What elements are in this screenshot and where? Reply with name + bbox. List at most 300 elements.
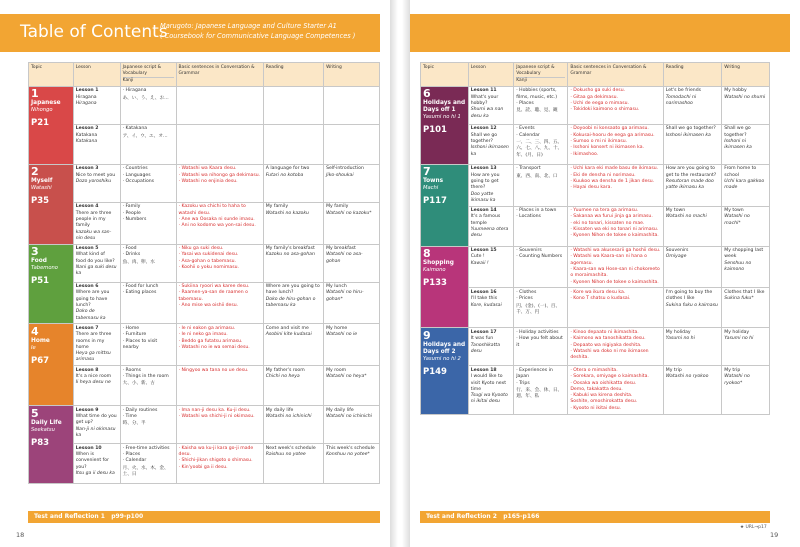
topic-name: Towns	[423, 178, 444, 185]
page-title: Table of Contents	[20, 22, 168, 42]
lesson-number: Lesson 7	[75, 325, 99, 331]
vocab-item: · Transport	[516, 166, 541, 172]
basic-sentence: · Kaara-san wa Hose-san ni chokoreeto o moraimashita.	[570, 267, 660, 279]
topic-romaji: Machi	[423, 185, 439, 192]
vocab-item: · Calendar	[122, 458, 147, 464]
lesson-title: time	[470, 386, 482, 392]
lesson-title: When is	[75, 452, 95, 458]
writing-cell	[324, 406, 380, 444]
vocab-item: · Languages	[122, 172, 151, 178]
header-lesson	[73, 63, 120, 87]
vocab-cell	[120, 282, 176, 324]
vocab-item: · Hiragana	[122, 88, 147, 94]
lesson-row	[421, 206, 770, 246]
reading-title: Come and visit me	[265, 325, 309, 331]
topic-name: Shopping	[423, 260, 454, 267]
topic-number: 3	[31, 245, 39, 259]
lesson-number: Lesson 12	[470, 126, 497, 132]
writing-cell	[722, 366, 770, 414]
basic-sentence: · Watashi wa akusesarii ga hoshii desu.	[570, 248, 661, 254]
lesson-row	[29, 86, 380, 124]
lesson-romaji: Kawaii !	[470, 260, 489, 266]
topic-name: Holidays and Days off 2	[423, 341, 466, 355]
reading-title: My family	[265, 204, 289, 210]
topic-cell[interactable]	[29, 164, 74, 244]
writing-title: My home	[326, 325, 348, 331]
lesson-title: family	[75, 223, 90, 229]
header-vocab-label: Japanese script & Vocabulary	[122, 64, 162, 76]
vocab-cell	[514, 246, 568, 288]
basic-sentence: · Koohii o yoku nomimasu.	[178, 265, 239, 271]
basic-sentence: · Ane wa Oosaka ni sunde imasu.	[178, 216, 255, 222]
writing-title: My room	[326, 367, 347, 373]
header-topic	[29, 63, 74, 87]
lesson-title: What time do you	[75, 414, 117, 420]
lesson-number: Lesson 1	[75, 88, 99, 94]
lesson-title: Where are you	[75, 290, 110, 296]
lesson-cell[interactable]	[73, 86, 120, 124]
writing-title: My lunch	[326, 284, 347, 290]
writing-cell	[722, 288, 770, 328]
header-lesson-label: Lesson	[470, 64, 486, 70]
reading-title: Next week's schedule	[265, 445, 316, 451]
lesson-romaji: Nani ga suki desu ka	[75, 265, 117, 277]
writing-cell	[324, 164, 380, 202]
reading-cell	[663, 124, 722, 164]
lesson-romaji: Kore, kudasai	[470, 302, 502, 308]
basic-sentence: · Watashi no enjinia desu.	[178, 178, 238, 184]
vocab-item: · Events	[516, 126, 535, 132]
lesson-row	[29, 244, 380, 282]
right-page	[410, 0, 800, 547]
topic-page: P117	[423, 196, 447, 207]
writing-title: This week's schedule	[326, 445, 375, 451]
left-page	[0, 0, 390, 547]
basic-sentences-cell	[568, 164, 663, 206]
kanji-list: ア、イ、ウ、エ、オ…	[122, 133, 168, 139]
lesson-number: Lesson 18	[470, 367, 497, 373]
header-vocab	[514, 63, 568, 87]
topic-number: 2	[31, 165, 39, 179]
reading-title: My daily life	[265, 407, 294, 413]
reading-romaji: Omiyage	[665, 254, 687, 260]
basic-sentence: · Hayai desu kara.	[570, 185, 612, 191]
lesson-title: food do you like?	[75, 258, 115, 264]
basic-sentence: · Tokidoki kaimono o shimasu.	[570, 107, 640, 113]
lesson-cell[interactable]	[73, 406, 120, 444]
vocab-cell	[514, 206, 568, 246]
topic-romaji: Ie	[31, 344, 36, 351]
vocab-item: it	[516, 342, 520, 348]
lesson-cell[interactable]	[468, 124, 514, 164]
reading-cell	[263, 406, 323, 444]
lesson-title: there?	[470, 185, 486, 191]
page-number-left: 18	[16, 531, 25, 539]
vocab-item: · Countries	[122, 166, 148, 172]
lesson-title: There are three	[75, 332, 112, 338]
lesson-row	[421, 246, 770, 288]
lesson-number: Lesson 9	[75, 407, 99, 413]
writing-title: Clothes that I like	[724, 289, 765, 295]
basic-sentence: · Kinoo depaato ni ikimashita.	[570, 329, 639, 335]
reading-title: A language for two	[265, 166, 310, 172]
lesson-row	[29, 444, 380, 484]
vocab-item: · Eating places	[122, 290, 157, 296]
topic-cell[interactable]	[421, 86, 469, 164]
basic-sentence: · Sumoo o mi ni ikimasu.	[570, 138, 628, 144]
topic-cell[interactable]	[421, 164, 469, 246]
basic-sentence: · Yasai wa sukidenai desu.	[178, 252, 239, 258]
basic-sentences-cell	[176, 164, 263, 202]
reading-title: Souvenirs	[665, 248, 689, 254]
vocab-item: · Daily routines	[122, 407, 158, 413]
vocab-item: · How you felt about	[516, 336, 563, 342]
topic-page: P51	[31, 276, 50, 287]
reading-cell	[263, 444, 323, 484]
writing-romaji: Watashi no shumi	[724, 94, 766, 100]
topic-romaji: Nihongo	[31, 107, 53, 114]
basic-sentence: Demo, takakatta desu.	[570, 386, 623, 392]
lesson-title: people in my	[75, 216, 106, 222]
lesson-cell[interactable]	[73, 164, 120, 202]
reading-romaji: Watashi no machi	[665, 214, 707, 220]
lesson-cell[interactable]	[468, 246, 514, 288]
topic-cell[interactable]	[29, 244, 74, 324]
basic-sentence: · Dokusho ga suki desu.	[570, 88, 626, 94]
reading-romaji: Asobini kite kudasai	[265, 332, 312, 338]
reading-romaji: Resutoran made doo yatte ikimasu ka	[665, 178, 714, 191]
lesson-title: I'll take this	[470, 296, 498, 302]
basic-sentence: · Depaato wa nigiyaka deshita.	[570, 342, 642, 348]
header-basic-label: Basic sentences in Conversation & Grammar	[178, 64, 255, 76]
reading-romaji: Watashi no ichinichi	[265, 414, 312, 420]
reading-title: Where are you going to have lunch?	[265, 284, 320, 296]
basic-sentence: · Niku ga suki desu.	[178, 246, 224, 252]
vocab-cell	[514, 366, 568, 414]
kanji-list: 大、小、新、古	[122, 381, 155, 387]
topic-cell[interactable]	[421, 246, 469, 328]
basic-sentences-cell	[176, 86, 263, 124]
lesson-title: Hiragana	[75, 94, 97, 100]
header-writing-label: Writing	[326, 64, 342, 70]
writing-romaji: Watashi no heya*	[326, 374, 367, 380]
lesson-romaji: Shumi wa nan desu ka	[470, 107, 504, 119]
reading-cell	[663, 206, 722, 246]
test-reflection-1[interactable]: Test and Reflection 1 p99-p100	[28, 511, 380, 523]
basic-sentences-cell	[176, 124, 263, 164]
lesson-number: Lesson 13	[470, 166, 497, 172]
topic-cell[interactable]	[29, 324, 74, 406]
vocab-item: · Clothes	[516, 289, 537, 295]
header-kanji-label: Kanji	[516, 77, 565, 84]
basic-sentence: · Oosaka wa oishikatta desu.	[570, 380, 637, 386]
lesson-cell[interactable]	[468, 86, 514, 124]
basic-sentence: · Watashi no ie wa semai desu.	[178, 344, 250, 350]
topic-name: Japanese	[31, 100, 61, 107]
lesson-romaji: Ii heya desu ne	[75, 380, 111, 386]
basic-sentence: · Sukiina ryoori wa karee desu.	[178, 284, 250, 290]
basic-sentences-cell	[568, 288, 663, 328]
lesson-row	[421, 328, 770, 366]
lesson-cell[interactable]	[73, 202, 120, 244]
lesson-cell[interactable]	[73, 324, 120, 366]
topic-page: P35	[31, 196, 50, 207]
header-topic-label: Topic	[31, 64, 43, 70]
reading-romaji: Kazoku no asa-gohan	[265, 252, 315, 258]
lesson-row	[421, 288, 770, 328]
lesson-title: going to get	[470, 178, 499, 184]
vocab-item: · Food for lunch	[122, 284, 159, 290]
topic-romaji: Tabemono	[31, 265, 58, 272]
lesson-title: It's a nice room	[75, 374, 112, 380]
lesson-title: rooms in my	[75, 338, 105, 344]
basic-sentence: · Raamen-ya-san de raamen o tabemasu.	[178, 290, 248, 302]
writing-romaji: Yasumi no hi	[724, 336, 754, 342]
writing-romaji: Watashi no ie	[326, 332, 358, 338]
lesson-title: How are you	[470, 172, 500, 178]
lesson-cell[interactable]	[468, 366, 514, 414]
writing-cell	[722, 86, 770, 124]
reading-title: How are you going to get to the restaurant?	[665, 166, 717, 178]
vocab-cell	[514, 288, 568, 328]
header-lesson-label: Lesson	[75, 64, 91, 70]
writing-title: My family	[326, 204, 349, 210]
lesson-cell[interactable]	[468, 328, 514, 366]
writing-title: My trip	[724, 367, 741, 373]
lesson-number: Lesson 15	[470, 248, 497, 254]
lesson-row	[29, 164, 380, 202]
vocab-item: · Calendar	[516, 132, 540, 138]
reading-title: My town	[665, 208, 686, 214]
vocab-cell	[514, 328, 568, 366]
reading-title: My trip	[665, 367, 682, 373]
reading-cell	[263, 202, 323, 244]
lesson-title: Cute !	[470, 254, 485, 260]
writing-cell	[324, 202, 380, 244]
basic-sentences-cell	[568, 366, 663, 414]
writing-romaji: Konshuu no yotee*	[326, 452, 370, 458]
title-banner	[0, 14, 380, 52]
vocab-item: · People	[122, 210, 141, 216]
basic-sentences-cell	[568, 246, 663, 288]
reading-cell	[263, 86, 323, 124]
lesson-romaji: Itsu ga ii desu ka	[75, 470, 115, 476]
lesson-title: Katakana	[75, 132, 98, 138]
vocab-item: films, music, etc.)	[516, 94, 558, 100]
topic-cell[interactable]	[29, 86, 74, 164]
lesson-title: together?	[470, 138, 493, 144]
basic-sentences-cell	[568, 328, 663, 366]
reading-romaji: Doko de hiru-gohan o tabemasu ka	[265, 296, 316, 309]
vocab-item: Japan	[516, 374, 530, 380]
topic-name: Food	[31, 258, 47, 265]
basic-sentence: · Asa-gohan o tabemasu.	[178, 258, 236, 264]
basic-sentences-cell	[176, 406, 263, 444]
basic-sentence: · Watashi wa Kaara desu.	[178, 166, 237, 172]
kanji-list: 東、西、南、北、口	[516, 173, 558, 179]
vocab-item: · Drinks	[122, 252, 141, 258]
lesson-title: lunch?	[75, 303, 91, 309]
basic-sentence: · Kyonen Nihon de tokee o kaimashita.	[570, 279, 659, 285]
reading-cell	[663, 164, 722, 206]
lesson-cell[interactable]	[468, 206, 514, 246]
basic-sentences-cell	[568, 86, 663, 124]
topic-cell[interactable]	[29, 406, 74, 484]
basic-sentence: · Ikimashoo.	[570, 151, 599, 157]
writing-romaji: Isshoni ni ikimasen ka	[724, 138, 752, 151]
contents-table-left	[28, 62, 380, 484]
lesson-title: convenient for	[75, 458, 109, 464]
lesson-title: home	[75, 344, 89, 350]
kanji-list: 時、分、半	[122, 421, 146, 427]
topic-number: 6	[423, 87, 431, 101]
lesson-title: Nice to meet you	[75, 172, 116, 178]
lesson-row	[29, 406, 380, 444]
writing-title: My breakfast	[326, 246, 356, 252]
header-basic	[176, 63, 263, 87]
writing-cell	[324, 282, 380, 324]
lesson-row	[421, 164, 770, 206]
reading-cell	[663, 86, 722, 124]
url-note: ★ URL→p17	[740, 525, 767, 530]
writing-title: My shopping last week	[724, 248, 764, 260]
lesson-cell[interactable]	[73, 124, 120, 164]
lesson-romaji: Doko de tabemasu ka	[75, 309, 106, 321]
reading-title: My holiday	[665, 329, 691, 335]
basic-sentences-cell	[176, 366, 263, 406]
vocab-cell	[120, 366, 176, 406]
lesson-cell[interactable]	[73, 282, 120, 324]
lesson-cell[interactable]	[468, 288, 514, 328]
reading-title: I'm going to buy the clothes I like	[665, 289, 713, 302]
basic-sentences-cell	[568, 124, 663, 164]
kanji-list: 円、(金)、(一)、百、千、万、円	[516, 303, 561, 315]
vocab-item: · Locations	[516, 214, 541, 220]
vocab-cell	[120, 406, 176, 444]
basic-sentence: · Kokusai-hooru de eega ga arimasu.	[570, 132, 655, 138]
lesson-title: temple	[470, 220, 487, 226]
topic-number: 7	[423, 165, 431, 179]
basic-sentence: · eki no tonari, kissaten no mae.	[570, 220, 645, 226]
reading-romaji: Watashi no ryokoo	[665, 374, 709, 380]
lesson-number: Lesson 3	[75, 166, 99, 172]
vocab-cell	[514, 164, 568, 206]
reading-cell	[263, 244, 323, 282]
lesson-romaji: Doo yatte ikimasu ka	[470, 191, 496, 203]
lesson-romaji: Yuumeena otera desu	[470, 227, 509, 239]
header-reading-label: Reading	[265, 64, 284, 70]
reading-romaji: Isshoni ikimasen ka	[665, 132, 711, 138]
writing-cell	[324, 124, 380, 164]
basic-sentence: · Doyoobi ni konsaato ga arimasu.	[570, 126, 649, 132]
topic-romaji: Seekatsu	[31, 426, 55, 433]
header-reading	[263, 63, 323, 87]
test-reflection-2[interactable]: Test and Reflection 2 p165-p166	[420, 511, 770, 523]
writing-romaji: Jiko-shoukai	[326, 172, 354, 178]
lesson-cell[interactable]	[73, 444, 120, 484]
reading-romaji: Sukina fuku o kaimasu	[665, 302, 718, 308]
vocab-item: · Places	[122, 452, 141, 458]
vocab-item: · Prices	[516, 296, 533, 302]
vocab-item: · Trips	[516, 380, 530, 386]
basic-sentence: · Watashi wa shichi-ji ni okimasu.	[178, 414, 255, 420]
banner-subtitle: Marugoto: Japanese Language and Culture Starter A1 ( Coursebook for Communicative Language Competences )	[160, 22, 356, 40]
lesson-cell[interactable]	[73, 244, 120, 282]
topic-page: P149	[423, 366, 447, 377]
reading-title: Let's be friends	[665, 88, 702, 94]
lesson-number: Lesson 14	[470, 208, 497, 214]
topic-cell[interactable]	[421, 328, 469, 414]
kanji-list: 魚、肉、卵、水	[122, 259, 155, 265]
topic-romaji: Yasumi no hi 2	[423, 355, 461, 362]
lesson-cell[interactable]	[73, 366, 120, 406]
basic-sentence: · Kissaten wa eki no tonari ni arimasu.	[570, 227, 659, 233]
lesson-cell[interactable]	[468, 164, 514, 206]
vocab-item: · Things in the room	[122, 374, 169, 380]
kanji-list: 月、火、水、木、金、土、日	[122, 465, 169, 477]
writing-cell	[722, 164, 770, 206]
lesson-romaji: Tsugi wa Kyooto ni ikitai desu	[470, 393, 508, 405]
writing-romaji: Uchi kara gakkoo made	[724, 178, 765, 191]
vocab-item: · Rooms	[122, 367, 142, 373]
topic-page: P67	[31, 355, 50, 366]
lesson-number: Lesson 6	[75, 284, 99, 290]
writing-cell	[722, 124, 770, 164]
basic-sentence: · Watashi wa Kaara-san ni hana o agemasu.	[570, 254, 647, 266]
basic-sentence: · Beddo ga futatsu arimasu.	[178, 338, 243, 344]
reading-title: My father's room	[265, 367, 305, 373]
lesson-row	[29, 282, 380, 324]
lesson-row	[29, 124, 380, 164]
lesson-title: I would like to	[470, 374, 503, 380]
basic-sentence: · Kore wa ikura desu ka.	[570, 289, 626, 295]
lesson-title: It was fun	[470, 336, 494, 342]
basic-sentence: · Ningyoo wa tana no ue desu.	[178, 367, 249, 373]
vocab-item: · Experiences in	[516, 367, 553, 373]
basic-sentence: · Uchi kara eki made basu de ikimasu.	[570, 166, 659, 172]
title-banner-right	[410, 14, 790, 52]
topic-number: 9	[423, 328, 431, 342]
basic-sentence: · Watashi wa doko ni mo ikimasen deshita.	[570, 348, 649, 361]
lesson-title: There are three	[75, 210, 112, 216]
lesson-number: Lesson 8	[75, 367, 99, 373]
vocab-cell	[120, 124, 176, 164]
basic-sentence: · Uchi de eega o mimasu.	[570, 100, 629, 106]
writing-cell	[722, 246, 770, 288]
book-gutter	[390, 0, 410, 547]
basic-sentence: · Ano mise wa oishii desu.	[178, 303, 239, 309]
writing-cell	[324, 86, 380, 124]
lesson-romaji: Nan-ji ni okimasu ka	[75, 426, 116, 438]
reading-cell	[263, 282, 323, 324]
basic-sentences-cell	[176, 282, 263, 324]
reading-romaji: Watashi no kazoku	[265, 210, 309, 216]
lesson-title: hobby?	[470, 100, 488, 106]
vocab-item: · Home	[122, 325, 140, 331]
basic-sentence: · Yuumee na tera ga arimasu.	[570, 208, 639, 214]
reading-cell	[263, 124, 323, 164]
basic-sentence: · Kazoku wa chichi to haha to watashi desu.	[178, 204, 246, 216]
writing-romaji: Watashi no ryokoo*	[724, 374, 750, 386]
vocab-cell	[120, 244, 176, 282]
vocab-cell	[120, 164, 176, 202]
vocab-item: · Free-time activities	[122, 445, 170, 451]
topic-name: Daily Life	[31, 419, 62, 426]
topic-page: P21	[31, 118, 50, 129]
vocab-item: · Holiday activities	[516, 329, 559, 335]
basic-sentence: · Sorekara, omiyage o kaimashita.	[570, 374, 649, 380]
vocab-item: · Places to visit	[122, 338, 158, 344]
